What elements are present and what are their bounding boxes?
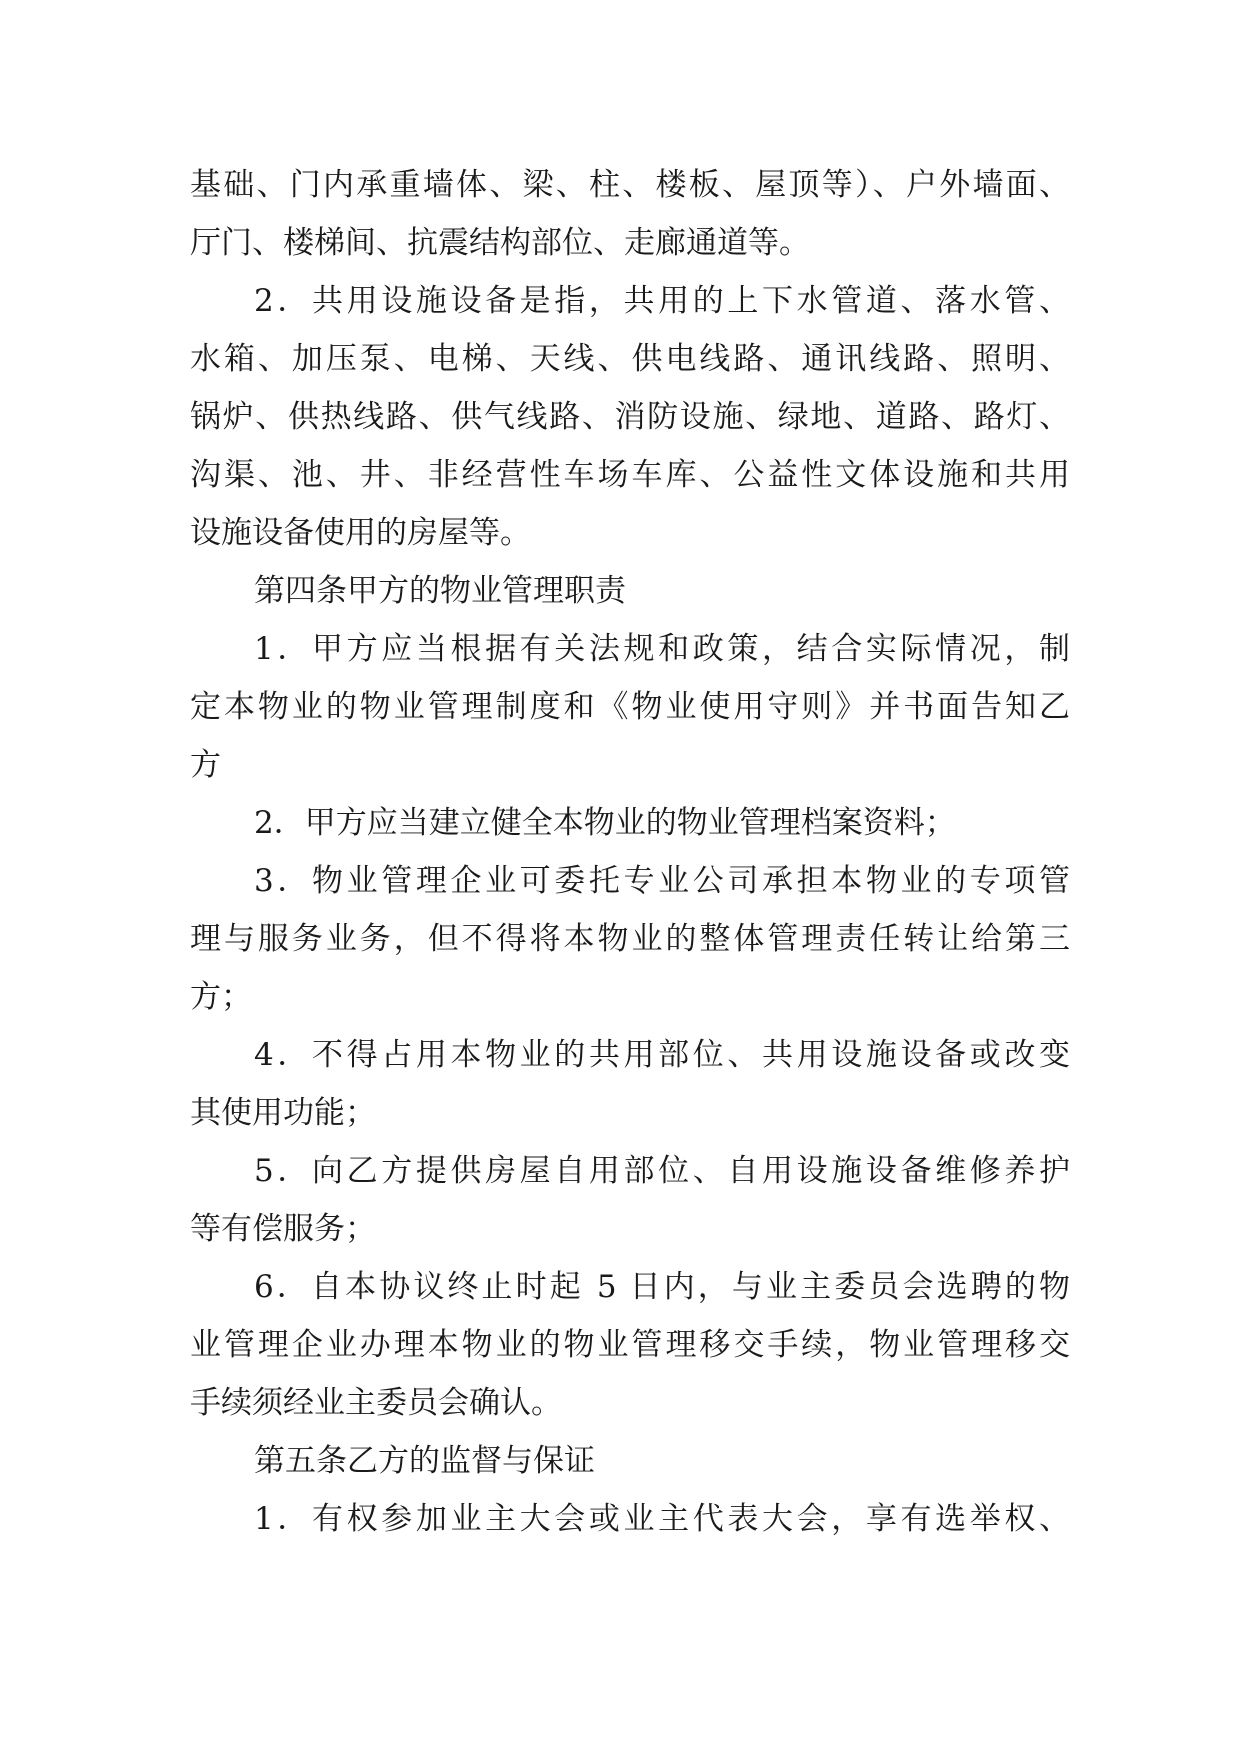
text-line-7: 设施设备使用的房屋等。	[190, 515, 531, 551]
text-line-21: 业管理企业办理本物业的物业管理移交手续，物业管理移交	[190, 1327, 1070, 1363]
text-line-10: 定本物业的物业管理制度和《物业使用守则》并书面告知乙	[190, 689, 1070, 725]
text-line-11: 方	[190, 747, 221, 783]
text-line-2: 厅门、楼梯间、抗震结构部位、走廊通道等。	[190, 225, 810, 261]
text-line-16: 4．不得占用本物业的共用部位、共用设施设备或改变	[254, 1037, 1070, 1073]
text-line-18: 5．向乙方提供房屋自用部位、自用设施设备维修养护	[254, 1153, 1070, 1189]
text-line-13: 3．物业管理企业可委托专业公司承担本物业的专项管	[254, 863, 1070, 899]
text-line-19: 等有偿服务；	[190, 1211, 376, 1247]
section-heading-4: 第四条甲方的物业管理职责	[254, 573, 626, 609]
text-line-14: 理与服务业务，但不得将本物业的整体管理责任转让给第三	[190, 921, 1070, 957]
text-line-9: 1．甲方应当根据有关法规和政策，结合实际情况，制	[254, 631, 1070, 667]
text-line-5: 锅炉、供热线路、供气线路、消防设施、绿地、道路、路灯、	[190, 399, 1070, 435]
section-heading-5: 第五条乙方的监督与保证	[254, 1443, 595, 1479]
text-line-1: 基础、门内承重墙体、梁、柱、楼板、屋顶等）、户外墙面、	[190, 167, 1070, 203]
text-line-6: 沟渠、池、井、非经营性车场车库、公益性文体设施和共用	[190, 457, 1070, 493]
text-line-24: 1．有权参加业主大会或业主代表大会，享有选举权、	[254, 1501, 1070, 1537]
text-line-3: 2．共用设施设备是指，共用的上下水管道、落水管、	[254, 283, 1070, 319]
text-line-12: 2．甲方应当建立健全本物业的物业管理档案资料；	[254, 805, 956, 841]
text-line-17: 其使用功能；	[190, 1095, 376, 1131]
text-line-22: 手续须经业主委员会确认。	[190, 1385, 562, 1421]
text-line-4: 水箱、加压泵、电梯、天线、供电线路、通讯线路、照明、	[190, 341, 1070, 377]
text-line-20: 6．自本协议终止时起 5 日内，与业主委员会选聘的物	[254, 1269, 1070, 1305]
text-line-15: 方；	[190, 979, 252, 1015]
